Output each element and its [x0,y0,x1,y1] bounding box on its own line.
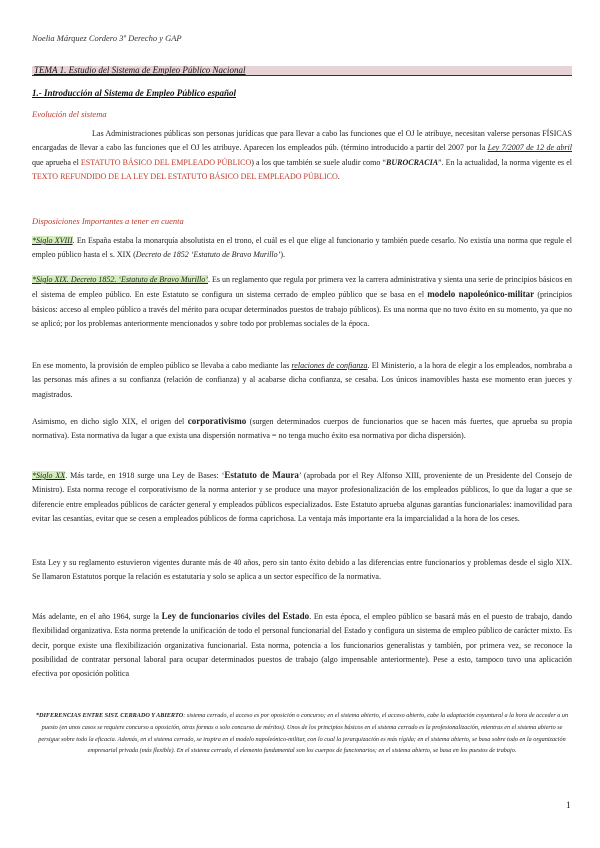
paragraph-ley-1964: Más adelante, en el año 1964, surge la Ley de funcionarios civiles del Estado. En esta época, el empleo público se basará más en el puesto de trabajo, dando flexibilidad organizativa. Esta norma pretende la unificación de todo el personal funcionarial del Estado y configura un sistema de empleo público de carácter mixto. Es decir, porque existe una flexibilización organizativa funcionarial. Esta norma, potencia a los funcionarios generalistas y también, por primera vez, se reconoce la posibilidad de contratar personal laboral para ocupar determinados puestos de trabajo (algo impensable anteriormente). Pese a esto, tampoco tuvo una aplicación efectiva por oposición política [32,611,572,679]
estatuto-maura: Estatuto de Maura [224,470,299,480]
corporativismo-term: corporativismo [187,416,247,426]
tag-siglo-xviii: *Siglo XVIII [32,236,73,245]
trebep-reference: TEXTO REFUNDIDO DE LA LEY DEL ESTATUTO BÁSICO DEL EMPLEADO PÚBLICO [32,171,338,181]
paragraph-relaciones-confianza: En ese momento, la provisión de empleo público se llevaba a cabo mediante las relaciones de confianza. El Ministerio, a la hora de elegir a los empleados, nombraba a las personas más afines a su confianza (relación de confianza) y al acabarse dicha confianza, se cesaba. Los únicos inamovibles hasta ese momento eran jueces y magistrados. [32,361,573,399]
title-bar [32,66,572,76]
subheading-evolucion: Evolución del sistema [32,109,107,119]
footnote-heading: *DIFERENCIAS ENTRE SIST. CERRADO Y ABIERTO [35,712,184,719]
ley-funcionarios-civiles: Ley de funcionarios civiles del Estado [161,611,310,621]
modelo-napoleonico: modelo napoleónico-militar [427,289,535,300]
page-number: 1 [566,800,571,810]
subheading-disposiciones: Disposiciones Importantes a tener en cuenta [32,216,184,226]
document-title: TEMA 1. Estudio del Sistema de Empleo Público Nacional [34,65,246,75]
tag-siglo-xix: *Siglo XIX. Decreto 1852. ‘Estatuto de Bravo Murillo’ [32,275,208,284]
tag-siglo-xx: *Siglo XX [32,471,66,480]
section-heading: 1.- Introducción al Sistema de Empleo Público español [32,88,237,98]
header-author: Noelia Márquez Cordero 3º Derecho y GAP [32,33,182,43]
paragraph-siglo-xviii: *Siglo XVIII. En España estaba la monarquía absolutista en el trono, el cuál es el que elige al funcionario y también puede cesarlo. No existía una norma que regule el empleo público hasta el s. XIX (Decreto de 1852 ‘Estatuto de Bravo Murillo’). [32,236,572,260]
paragraph-siglo-xix: *Siglo XIX. Decreto 1852. ‘Estatuto de Bravo Murillo’. Es un reglamento que regula por primera vez la carrera administrativa y sienta una serie de principios básicos en el sistema de empleo público. En este Estatuto se configura un sistema cerrado de empleo público que se basa en el modelo napoleónico-militar (principios básicos: acceso al empleo público a través del mérito para ocupar determinados puestos de trabajo públicos). Es una norma que no tuvo éxito en su momento, ya que no se aplicó; por los problemas anteriormente mencionados y sobre todo por problemas sociales de la época. [32,275,572,328]
paragraph-corporativismo: Asimismo, en dicho siglo XIX, el origen del corporativismo (surgen determinados cuerpos de funcionarios que se hacen más fuertes, que aprueba su propia normativa). Esta normativa da lugar a que exista una dispersión normativa = no tenga mucho éxito esa normativa por dicha dispersión). [32,416,572,441]
paragraph-siglo-xx: *Siglo XX. Más tarde, en 1918 surge una Ley de Bases: ‘Estatuto de Maura’ (aprobada por el Rey Alfonso XIII, proveniente de un Presidente del Consejo de Ministro). Esta norma recoge el corporativismo de la norma anterior y se produce una mayor profesionalización de los empleados públicos, lo que da lugar a que se diferencie entre empleados públicos de carácter general y empleados públicos especializados. Este Estatuto aprueba algunas garantías funcionariales: inamovilidad para evitar las cesantías, evitar que se cesen a empleados públicos de forma caprichosa. La ventaja más importante era la imparcialidad a la hora de los ceses. [32,470,573,523]
footnote-diferencias: *DIFERENCIAS ENTRE SIST. CERRADO Y ABIERTO: sistema cerrado, el acceso es por oposición o concurso; en el sistema abierto, el acceso abierto, cabe la adaptación coyuntural a la hora de acceder a un puesto (en unos casos se requiere concurso u oposición, otras formas o solo concurso de méritos). Unos de los principios básicos en el sistema cerrado es la profesionalización, mientras en el sistema abierto se persigue sobre todo la eficacia. Además, en el sistema cerrado, se inspira en el modelo napoleónico-militar, con lo cual la jerarquización es más rígida; en el sistema abierto, se basa sobre todo en la organización empresarial privada (más flexible). En el sistema cerrado, el elemento fundamental son los cuerpos de funcionarios; en el sistema abierto, se basa en los puestos de trabajo. [35,712,569,755]
ley-2007-link: Ley 7/2007 de 12 de abril [487,143,573,153]
ebep-reference: ESTATUTO BÁSICO DEL EMPLEADO PÚBLICO [80,157,252,167]
paragraph-vigencia: Esta Ley y su reglamento estuvieron vigentes durante más de 40 años, pero sin tanto éxito debido a las diferencias entre funcionarios y problemas desde el siglo XIX. Se llamaron Estatutos porque la relación es estatutaria y solo se aplica a un sector específico de la normativa. [32,558,572,582]
paragraph-intro: Las Administraciones públicas son personas jurídicas que para llevar a cabo las funciones que el OJ le atribuye, necesitan valerse personas FÍSICAS encargadas de llevar a cabo las funciones que el OJ les atribuye. Aparecen los empleados púb. (término introducido a partir del 2007 por la Ley 7/2007 de 12 de abril que aprueba el ESTATUTO BÁSICO DEL EMPLEADO PÚBLICO) a los que también se suele aludir como “BUROCRACIA”. En la actualidad, la norma vigente es el TEXTO REFUNDIDO DE LA LEY DEL ESTATUTO BÁSICO DEL EMPLEADO PÚBLICO. [32,129,573,181]
burocracia-term: BUROCRACIA [386,157,439,167]
